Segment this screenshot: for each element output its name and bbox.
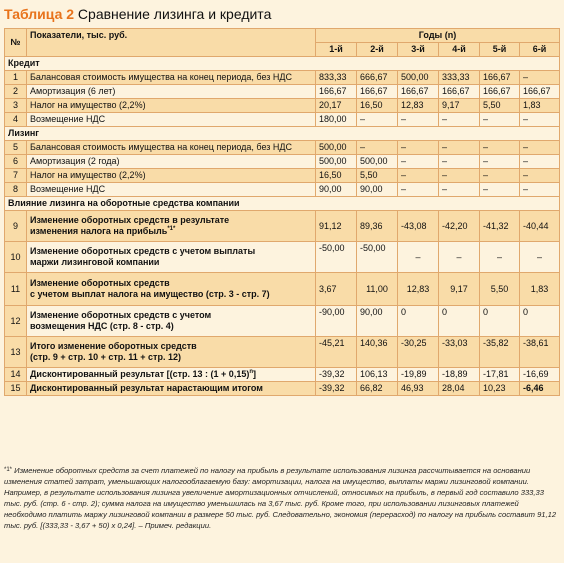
cell-value: – <box>398 183 439 197</box>
cell-value: – <box>439 183 480 197</box>
cell-value: – <box>439 242 480 273</box>
row-number: 1 <box>5 71 27 85</box>
cell-value: -16,69 <box>520 368 560 382</box>
row-label: Балансовая стоимость имущества на конец периода, без НДС <box>27 71 316 85</box>
row-label <box>27 211 316 242</box>
cell-value: – <box>439 155 480 169</box>
cell-value: 500,00 <box>316 141 357 155</box>
header-year: 6-й <box>520 43 560 57</box>
row-number: 6 <box>5 155 27 169</box>
cell-value: – <box>480 113 520 127</box>
cell-value: 166,67 <box>398 85 439 99</box>
cell-value: 16,50 <box>357 99 398 113</box>
row-label: Налог на имущество (2,2%) <box>27 169 316 183</box>
cell-value: 90,00 <box>357 183 398 197</box>
cell-value: – <box>520 169 560 183</box>
header-year: 1-й <box>316 43 357 57</box>
cell-value: – <box>520 71 560 85</box>
cell-value: – <box>398 169 439 183</box>
cell-value: – <box>357 141 398 155</box>
row-label <box>27 242 316 273</box>
cell-value: -33,03 <box>439 337 480 368</box>
row-label-line: Изменение оборотных средств в результате <box>30 215 230 225</box>
cell-value: 66,82 <box>357 382 398 396</box>
cell-value: 333,33 <box>439 71 480 85</box>
row-number: 14 <box>5 368 27 382</box>
cell-value: – <box>398 242 439 273</box>
table-row <box>5 155 560 169</box>
cell-value: 91,12 <box>316 211 357 242</box>
cell-value: 3,67 <box>316 273 357 306</box>
cell-value: -39,32 <box>316 382 357 396</box>
table-row <box>5 211 560 242</box>
cell-value: 500,00 <box>316 155 357 169</box>
cell-value: 20,17 <box>316 99 357 113</box>
section-title: Кредит <box>5 57 560 71</box>
row-label-line: с учетом выплат налога на имущество (стр. 3 - стр. 7) <box>30 289 270 299</box>
cell-value: – <box>480 169 520 183</box>
footnote-text: Изменение оборотных средств за счет платежей по налогу на прибыль в результате использования лизинга рассчитывается на основании изменения статей затрат, уменьшающих налогооблагаемую базу: амортизации, налога на имущество, выплаты маржи лизинговой компании. Например, в результате использования лизинга увеличение амортизационных отчислений, относимых на прибыль, в первый год составило 333,33 тыс. руб. (стр. 6 - стр. 2); сумма налога на имущество уменьшилась на 3,67 тыс. руб. Кроме того, при использовании лизинговых платежей необходимо платить маржу лизинговой компании в размере 50 тыс. руб. Следовательно, экономия (перерасход) по налогу на прибыль составит 91,12 тыс. руб. [(333,33 - 3,67 + 50) х 0,24]. – Примеч. редакции. <box>4 466 557 530</box>
cell-value: – <box>480 183 520 197</box>
cell-value: -42,20 <box>439 211 480 242</box>
cell-value: 833,33 <box>316 71 357 85</box>
table-row <box>5 368 560 382</box>
row-number: 11 <box>5 273 27 306</box>
cell-value: 140,36 <box>357 337 398 368</box>
cell-value: – <box>520 183 560 197</box>
header-year: 5-й <box>480 43 520 57</box>
table-row <box>5 242 560 273</box>
section-leasing <box>5 127 560 141</box>
table-row <box>5 113 560 127</box>
cell-value: 90,00 <box>357 306 398 337</box>
cell-value: -38,61 <box>520 337 560 368</box>
table-row <box>5 141 560 155</box>
cell-value: -30,25 <box>398 337 439 368</box>
row-label: Дисконтированный результат нарастающим итогом <box>27 382 316 396</box>
row-number: 3 <box>5 99 27 113</box>
cell-value: 180,00 <box>316 113 357 127</box>
row-label-line: маржи лизинговой компании <box>30 257 160 267</box>
cell-value: 1,83 <box>520 99 560 113</box>
cell-value: – <box>439 169 480 183</box>
table-title <box>4 5 271 23</box>
cell-value: 500,00 <box>357 155 398 169</box>
table-row <box>5 183 560 197</box>
row-number: 13 <box>5 337 27 368</box>
row-label-line: изменения налога на прибыль <box>30 226 168 236</box>
cell-value: 12,83 <box>398 99 439 113</box>
header-year: 4-й <box>439 43 480 57</box>
row-number: 15 <box>5 382 27 396</box>
cell-value: 5,50 <box>480 273 520 306</box>
cell-value: – <box>520 242 560 273</box>
cell-value: 0 <box>439 306 480 337</box>
cell-value: 166,67 <box>480 85 520 99</box>
cell-value: -41,32 <box>480 211 520 242</box>
cell-value: -90,00 <box>316 306 357 337</box>
cell-value: – <box>398 141 439 155</box>
row-label <box>27 273 316 306</box>
cell-value: -17,81 <box>480 368 520 382</box>
cell-value: – <box>520 113 560 127</box>
row-label <box>27 306 316 337</box>
cell-value: 12,83 <box>398 273 439 306</box>
row-label-line: Изменение оборотных средств <box>30 278 170 288</box>
cell-value: 90,00 <box>316 183 357 197</box>
table-row <box>5 71 560 85</box>
cell-value: 5,50 <box>357 169 398 183</box>
row-label-line: Итого изменение оборотных средств <box>30 341 197 351</box>
row-number: 12 <box>5 306 27 337</box>
row-label: Возмещение НДС <box>27 113 316 127</box>
cell-value: – <box>480 242 520 273</box>
section-title: Влияние лизинга на оборотные средства компании <box>5 197 560 211</box>
row-label: Налог на имущество (2,2%) <box>27 99 316 113</box>
row-label-text: Дисконтированный результат [(стр. 13 : (1 + 0,15) <box>30 369 250 379</box>
cell-value: – <box>480 155 520 169</box>
header-indicators: Показатели, тыс. руб. <box>27 29 316 57</box>
table-row <box>5 85 560 99</box>
cell-value: 166,67 <box>439 85 480 99</box>
cell-value: – <box>357 113 398 127</box>
header-years: Годы (n) <box>316 29 560 43</box>
cell-value: 0 <box>480 306 520 337</box>
cell-value: -50,00 <box>316 242 357 273</box>
section-credit <box>5 57 560 71</box>
table-row <box>5 306 560 337</box>
cell-value: – <box>520 155 560 169</box>
row-number: 10 <box>5 242 27 273</box>
cell-value: 666,67 <box>357 71 398 85</box>
cell-value: – <box>520 141 560 155</box>
table-caption: Сравнение лизинга и кредита <box>77 6 272 22</box>
footnote <box>4 465 557 531</box>
row-label <box>27 337 316 368</box>
row-number: 4 <box>5 113 27 127</box>
cell-value: 166,67 <box>480 71 520 85</box>
row-label: Амортизация (2 года) <box>27 155 316 169</box>
row-label: Возмещение НДС <box>27 183 316 197</box>
header-year: 3-й <box>398 43 439 57</box>
row-label-line: возмещения НДС (стр. 8 - стр. 4) <box>30 321 174 331</box>
cell-value: 46,93 <box>398 382 439 396</box>
cell-value: 16,50 <box>316 169 357 183</box>
cell-value: 9,17 <box>439 99 480 113</box>
row-number: 5 <box>5 141 27 155</box>
section-influence <box>5 197 560 211</box>
row-label-line: (стр. 9 + стр. 10 + стр. 11 + стр. 12) <box>30 352 181 362</box>
header-num: № <box>5 29 27 57</box>
cell-value: – <box>480 141 520 155</box>
comparison-table <box>4 28 560 396</box>
table-number: Таблица 2 <box>4 6 75 22</box>
row-label: Амортизация (6 лет) <box>27 85 316 99</box>
cell-value: 1,83 <box>520 273 560 306</box>
table-row <box>5 169 560 183</box>
cell-value: -50,00 <box>357 242 398 273</box>
cell-value: 89,36 <box>357 211 398 242</box>
cell-value: 166,67 <box>316 85 357 99</box>
row-label-line: Изменение оборотных средств с учетом <box>30 310 212 320</box>
cell-value: 0 <box>520 306 560 337</box>
cell-value: -40,44 <box>520 211 560 242</box>
footnote-mark: *1* <box>4 467 13 473</box>
cell-value: 5,50 <box>480 99 520 113</box>
section-title: Лизинг <box>5 127 560 141</box>
row-number: 8 <box>5 183 27 197</box>
row-label <box>27 368 316 382</box>
row-label-line: Изменение оборотных средств с учетом выплаты <box>30 246 256 256</box>
cell-value: -39,32 <box>316 368 357 382</box>
cell-value: -19,89 <box>398 368 439 382</box>
cell-value: 166,67 <box>357 85 398 99</box>
exponent: n <box>249 369 253 375</box>
cell-value: 9,17 <box>439 273 480 306</box>
cell-value: 166,67 <box>520 85 560 99</box>
cell-value: -6,46 <box>520 382 560 396</box>
cell-value: 106,13 <box>357 368 398 382</box>
row-number: 9 <box>5 211 27 242</box>
cell-value: – <box>398 155 439 169</box>
row-label: Балансовая стоимость имущества на конец периода, без НДС <box>27 141 316 155</box>
row-label-end: ] <box>253 369 256 379</box>
footnote-ref: *1* <box>167 226 176 232</box>
cell-value: -18,89 <box>439 368 480 382</box>
cell-value: 10,23 <box>480 382 520 396</box>
cell-value: -45,21 <box>316 337 357 368</box>
header-year: 2-й <box>357 43 398 57</box>
table-row <box>5 273 560 306</box>
cell-value: 0 <box>398 306 439 337</box>
row-number: 2 <box>5 85 27 99</box>
cell-value: -43,08 <box>398 211 439 242</box>
row-number: 7 <box>5 169 27 183</box>
cell-value: 500,00 <box>398 71 439 85</box>
cell-value: 11,00 <box>357 273 398 306</box>
cell-value: -35,82 <box>480 337 520 368</box>
cell-value: – <box>439 113 480 127</box>
table-row <box>5 382 560 396</box>
header-row <box>5 29 560 43</box>
cell-value: – <box>398 113 439 127</box>
table-row <box>5 337 560 368</box>
cell-value: – <box>439 141 480 155</box>
cell-value: 28,04 <box>439 382 480 396</box>
table-row <box>5 99 560 113</box>
